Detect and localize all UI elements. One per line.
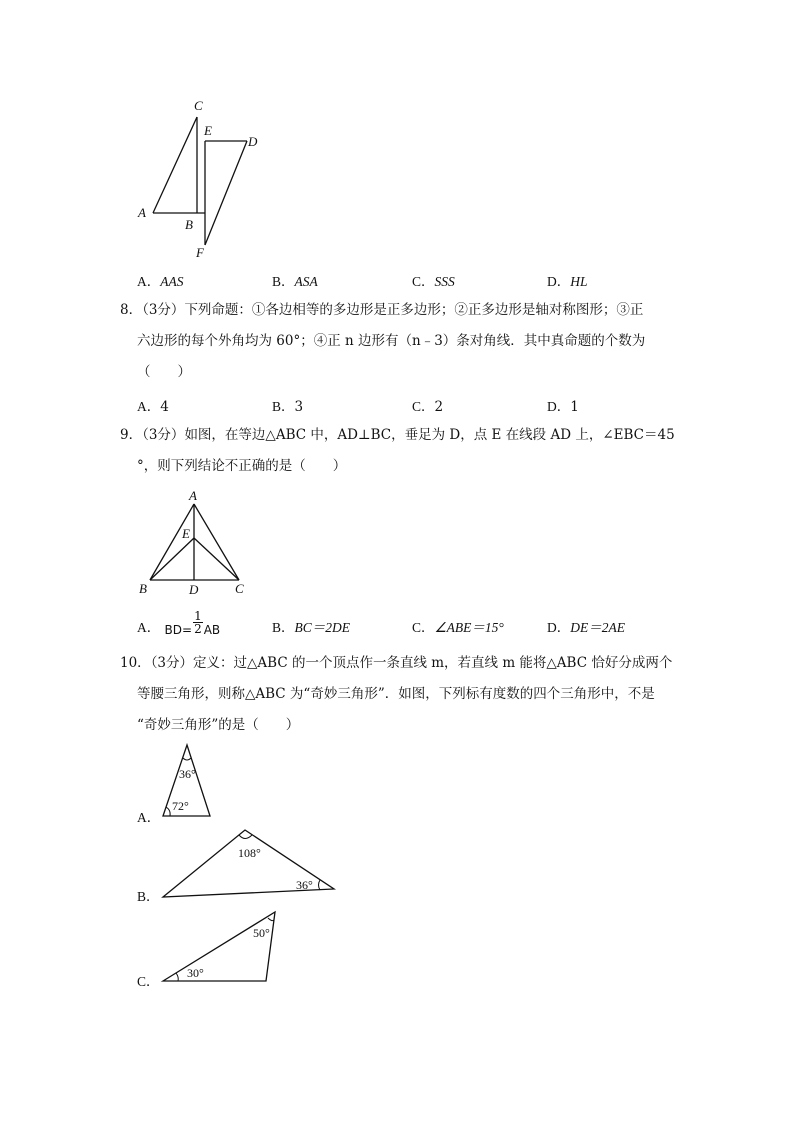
q9-label-b: B [139,581,147,596]
q9-score: （3分） [142,427,185,443]
q7-option-d-text: HL [570,274,588,289]
q9-option-a-frac-den: 2 [194,622,202,636]
q8-option-d-text: 1 [570,399,579,415]
q8-option-c-text: 2 [434,399,444,415]
q7-option-d-letter: D． [547,274,571,289]
q9-label-d: D [189,582,199,597]
q8-option-b-text: 3 [294,399,304,415]
q10-option-b-letter: B． [137,889,160,904]
q7-option-c-letter: C． [412,274,435,289]
q10-angle-a-36: 36° [179,767,196,781]
q10-line-3: “奇妙三角形”的是（ ） [137,717,300,733]
q9-option-a-prefix: BD= [164,623,193,637]
q10-angle-arc-c-top [268,918,274,921]
q10-stem-1: 定义：过△ABC 的一个顶点作一条直线 m，若直线 m 能将△ABC 恰好分成两个 [193,655,673,671]
q9-option-b-letter: B． [272,620,295,635]
q7-option-a-letter: A． [137,274,161,289]
q8-line-2: 六边形的每个外角均为 60°；④正 n 边形有（n﹣3）条对角线．其中真命题的个数为 [137,333,646,349]
q8-line-3: （ ） [137,364,191,380]
q9-option-d-letter: D． [547,620,571,635]
q9-label-c: C [235,581,244,596]
q9-option-d-text: DE＝2AE [570,620,625,635]
q10-option-c-letter: C． [137,974,160,989]
q7-option-b-text: ASA [294,274,318,289]
q9-line-2: °，则下列结论不正确的是（ ） [137,458,347,474]
q7-option-a-text: AAS [160,274,184,289]
q9-label-a: A [189,488,197,503]
q8-option-d-letter: D． [547,399,571,414]
q9-stem-1: 如图，在等边△ABC 中，AD⊥BC，垂足为 D，点 E 在线段 AD 上，∠EBC＝45 [184,427,675,443]
q10-angle-c-50: 50° [253,926,270,940]
q8-score: （3分） [142,302,185,318]
q8-number: 8． [120,302,143,318]
q8-option-b-letter: B． [272,399,295,414]
q9-option-a-letter: A． [137,620,161,635]
q8-option-a-letter: A． [137,399,161,414]
q10-angle-arc-c-left [176,973,178,981]
q10-option-a-letter: A． [137,810,161,825]
q8-stem-1: 下列命题：①各边相等的多边形是正多边形；②正多边形是轴对称图形；③正 [184,302,644,318]
q10-line-2: 等腰三角形，则称△ABC 为“奇妙三角形”．如图，下列标有度数的四个三角形中，不是 [137,686,655,702]
q7-label-a: A [138,205,146,220]
q7-option-c-text: SSS [434,274,455,289]
q10-number: 10． [120,655,151,671]
q9-option-b-text: BC＝2DE [294,620,351,635]
q10-angle-a-72: 72° [172,799,189,813]
q7-label-d: D [248,134,258,149]
q10-triangle-c [163,912,275,981]
q7-option-b-letter: B． [272,274,295,289]
q9-label-e: E [182,526,190,541]
q8-option-c-letter: C． [412,399,435,414]
q10-score: （3分） [150,655,194,671]
q9-option-c-letter: C． [412,620,435,635]
q7-label-c: C [194,98,203,113]
q7-label-e: E [204,123,212,138]
q10-angle-c-30: 30° [187,966,204,980]
q8-option-a-text: 4 [160,399,169,415]
q10-angle-b-108: 108° [238,846,261,860]
q9-option-c-text: ∠ABE＝15° [434,620,504,635]
q10-angle-b-36: 36° [296,878,313,892]
q7-label-b: B [185,217,193,232]
q7-label-f: F [196,245,204,260]
q9-option-a-suffix: AB [203,623,221,637]
q9-number: 9． [120,427,143,443]
q9-option-a-frac-num: 1 [194,609,202,623]
